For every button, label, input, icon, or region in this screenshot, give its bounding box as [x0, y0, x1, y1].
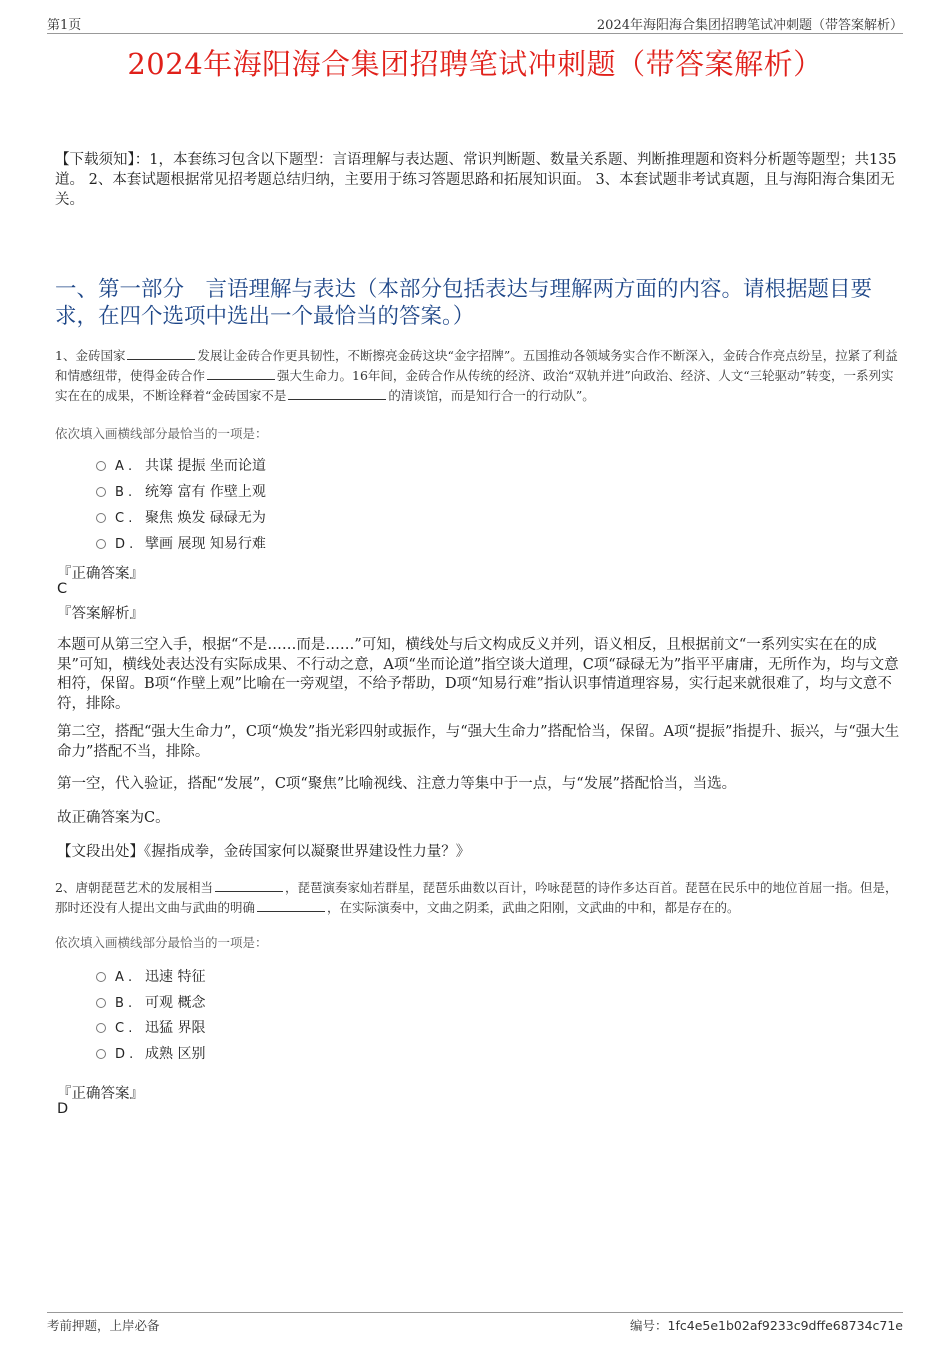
radio-icon[interactable] [96, 461, 106, 471]
section-heading: 一、第一部分 言语理解与表达（本部分包括表达与理解两方面的内容。请根据题目要求，在四个选项中选出一个最恰当的答案。） [55, 277, 873, 329]
q1-analysis-para-4: 故正确答案为C。 [57, 810, 170, 826]
q1-analysis-label: 『答案解析』 [57, 606, 144, 622]
footer-code [630, 1316, 903, 1334]
q1-blank-3 [288, 387, 386, 400]
q2-blank-2 [257, 899, 325, 912]
q1-text-part-2: 发展让金砖合作更具韧性，不断擦亮金砖这块“金字招牌”。五国推动各领域务实合作不断深入，金砖合作亮点纷呈，拉紧了利益和情感纽带，使得金砖合作 [55, 348, 898, 383]
q1-option-a[interactable]: A . 共谋 提振 坐而论道 [96, 456, 266, 476]
q2-prompt: 依次填入画横线部分最恰当的一项是： [55, 935, 268, 950]
q2-blank-1 [215, 879, 283, 892]
download-notice: 【下载须知】：1，本套练习包含以下题型：言语理解与表达题、常识判断题、数量关系题、判断推理题和资料分析题等题型；共135道。 2、本套试题根据常见招考题总结归纳，主要用于练习答题思路和拓展知识面。 3、本套试题非考试真题，且与海阳海合集团无关。 [55, 152, 897, 208]
q2-option-b[interactable]: B . 可观 概念 [96, 993, 205, 1013]
q2-option-c[interactable]: C . 迅猛 界限 [96, 1018, 205, 1038]
q1-text-part-4: 的清谈馆，而是知行合一的行动队”。 [388, 388, 595, 403]
radio-icon[interactable] [96, 1023, 106, 1033]
page-header [47, 14, 903, 32]
header-doc-title: 2024年海阳海合集团招聘笔试冲刺题（带答案解析） [596, 18, 903, 33]
q2-text-part-3: ，在实际演奏中，文曲之阴柔，武曲之阳刚，文武曲的中和，都是存在的。 [327, 900, 740, 915]
q2-answer: D [57, 1101, 69, 1117]
q1-blank-1 [127, 347, 195, 360]
footer-slogan: 考前押题，上岸必备 [47, 1318, 160, 1333]
q2-text-part-2: ，琵琶演奏家灿若群星，琵琶乐曲数以百计，吟咏琵琶的诗作多达百首。琵琶在民乐中的地位首屈一指。但是，那时还没有人提出文曲与武曲的明确 [55, 880, 898, 915]
q1-option-c[interactable]: C . 聚焦 焕发 碌碌无为 [96, 508, 266, 528]
q1-analysis-para-2: 第二空，搭配“强大生命力”，C项“焕发”指光彩四射或振作，与“强大生命力”搭配恰当，保留。A项“提振”指提升、振兴，与“强大生命力”搭配不当，排除。 [57, 724, 900, 760]
q2-option-d[interactable]: D . 成熟 区别 [96, 1044, 205, 1064]
q1-analysis-para-3: 第一空，代入验证，搭配“发展”，C项“聚焦”比喻视线、注意力等集中于一点，与“发展”搭配恰当，当选。 [57, 776, 737, 792]
q1-analysis-para-1: 本题可从第三空入手，根据“不是……而是……”可知，横线处与后文构成反义并列，语义相反，且根据前文“一系列实实在在的成果”可知，横线处表达没有实际成果、不行动之意，A项“坐而论道”指空谈大道理，C项“碌碌无为”指平平庸庸，无所作为，均与文意相符，保留。B项“作壁上观”比喻在一旁观望，不给予帮助，D项“知易行难”指认识事情道理容易，实行起来就很难了，均与文意不符，排除。 [57, 637, 899, 712]
q1-answer-label: 『正确答案』 [57, 566, 144, 582]
document-title: 2024年海阳海合集团招聘笔试冲刺题（带答案解析） [127, 47, 823, 81]
q1-answer: C [57, 581, 68, 597]
page-number: 第1页 [47, 18, 82, 33]
radio-icon[interactable] [96, 539, 106, 549]
question-2-stem [55, 878, 900, 918]
footer-code-value: 1fc4e5e1b02af9233c9dffe68734c71e [667, 1318, 903, 1333]
question-1-stem [55, 346, 900, 406]
radio-icon[interactable] [96, 1049, 106, 1059]
q1-prompt: 依次填入画横线部分最恰当的一项是： [55, 426, 268, 441]
q2-option-a[interactable]: A . 迅速 特征 [96, 967, 205, 987]
radio-icon[interactable] [96, 972, 106, 982]
radio-icon[interactable] [96, 513, 106, 523]
q1-option-d[interactable]: D . 擘画 展现 知易行难 [96, 534, 266, 554]
q1-text-part-3: 强大生命力。16年间，金砖合作从传统的经济、政治“双轨并进”向政治、经济、人文“三轮驱动”转变，一系列实实在在的成果，不断诠释着“金砖国家不是 [55, 368, 894, 403]
q1-source: 【文段出处】《握指成拳，金砖国家何以凝聚世界建设性力量？》 [57, 844, 471, 860]
footer-divider [47, 1312, 903, 1313]
footer-code-label: 编号： [630, 1318, 668, 1333]
q2-text-part-1: 2、唐朝琵琶艺术的发展相当 [55, 880, 213, 895]
q1-blank-2 [207, 367, 275, 380]
radio-icon[interactable] [96, 487, 106, 497]
q1-option-b[interactable]: B . 统筹 富有 作壁上观 [96, 482, 266, 502]
radio-icon[interactable] [96, 998, 106, 1008]
q2-answer-label: 『正确答案』 [57, 1086, 144, 1102]
q1-text-part-1: 1、金砖国家 [55, 348, 126, 363]
header-divider [47, 33, 903, 34]
